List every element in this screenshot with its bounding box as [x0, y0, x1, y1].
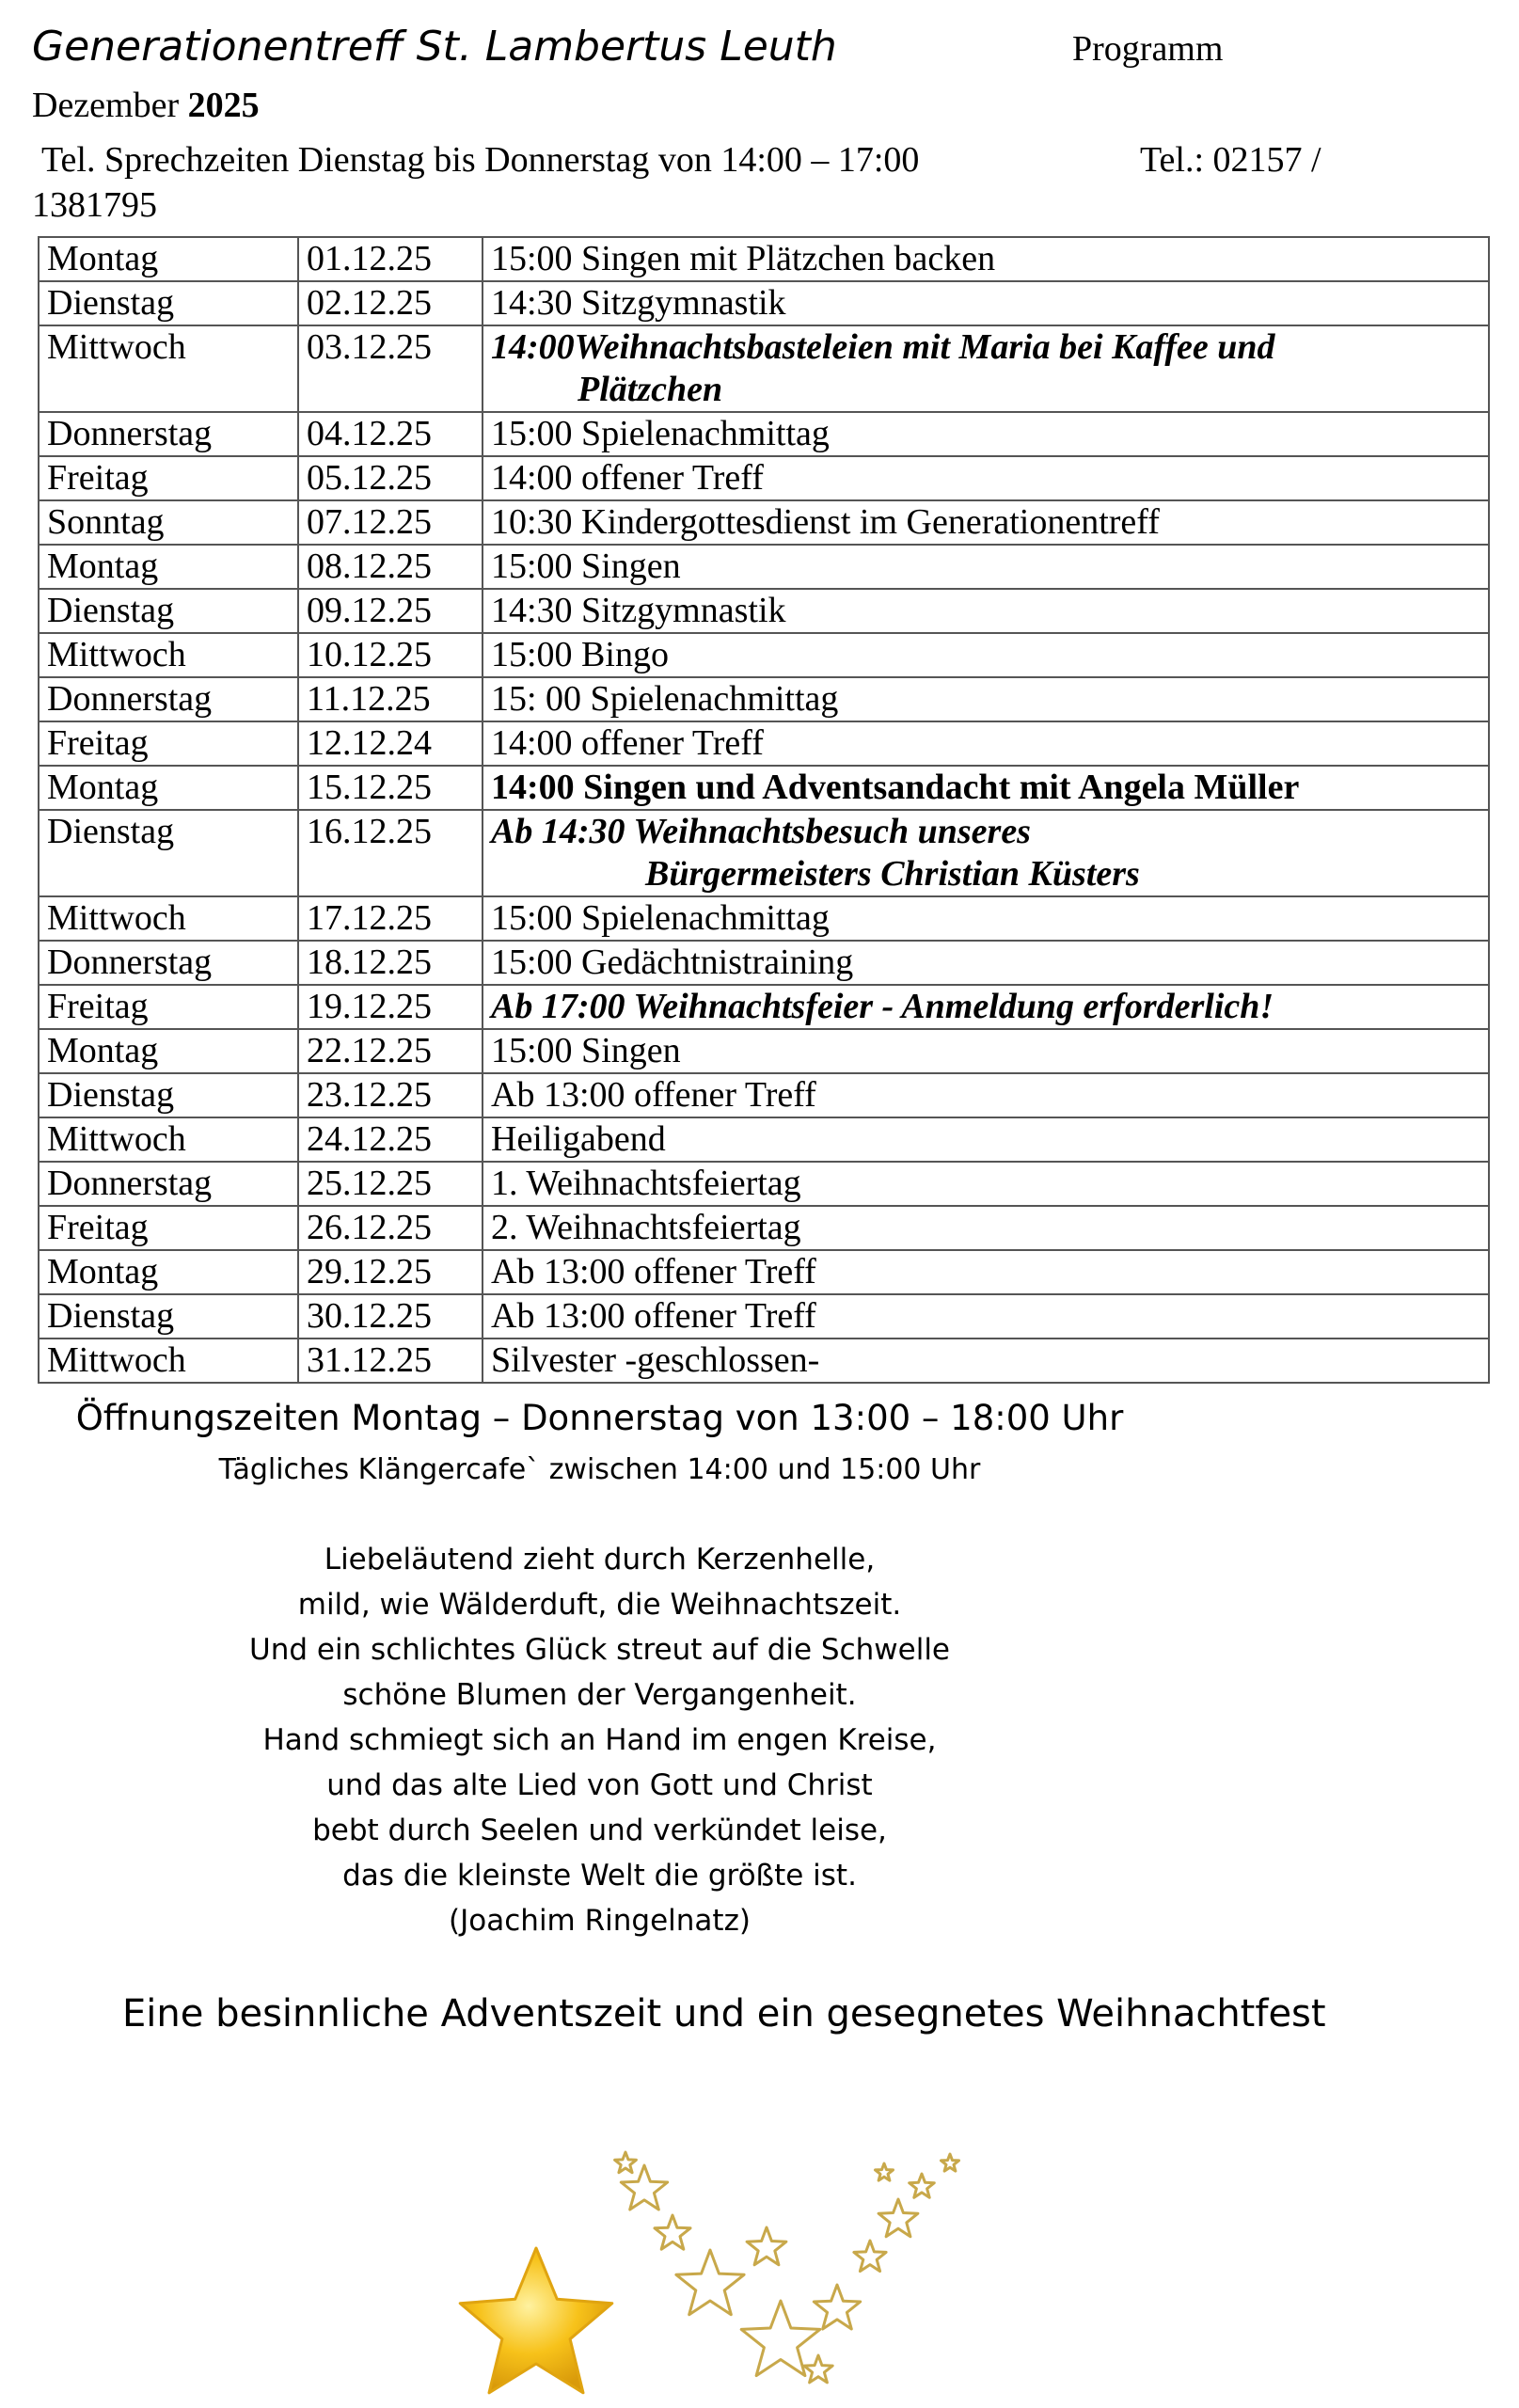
- schedule-day: Freitag: [39, 721, 298, 766]
- event-text: 14:00 Singen und Adventsandacht mit Angela Müller: [491, 768, 1300, 807]
- schedule-event: [483, 985, 1489, 1029]
- table-row: [39, 325, 1489, 412]
- table-row: [39, 721, 1489, 766]
- schedule-day: Mittwoch: [39, 1117, 298, 1162]
- schedule-day: Montag: [39, 1250, 298, 1294]
- outline-star-icon: [804, 2355, 832, 2383]
- event-text: Ab 13:00 offener Treff: [491, 1075, 816, 1115]
- outline-star-icon: [814, 2285, 860, 2329]
- schedule-date: 19.12.25: [298, 985, 483, 1029]
- schedule-event: [483, 1294, 1489, 1339]
- poem-line: das die kleinste Welt die größte ist.: [342, 1859, 857, 1893]
- schedule-day: Mittwoch: [39, 896, 298, 941]
- event-text: Ab 13:00 offener Treff: [491, 1252, 816, 1291]
- schedule-date: 18.12.25: [298, 941, 483, 985]
- event-text: 1. Weihnachtsfeiertag: [491, 1164, 801, 1203]
- event-text: Ab 13:00 offener Treff: [491, 1296, 816, 1336]
- table-row: [39, 545, 1489, 589]
- event-text: 14:00Weihnachtsbasteleien mit Maria bei Kaffee und: [491, 327, 1275, 367]
- phone-number: 1381795: [32, 185, 157, 225]
- schedule-day: Donnerstag: [39, 677, 298, 721]
- schedule-date: 10.12.25: [298, 633, 483, 677]
- event-text: 14:30 Sitzgymnastik: [491, 591, 786, 630]
- schedule-date: 31.12.25: [298, 1339, 483, 1383]
- poem-line: Und ein schlichtes Glück streut auf die Schwelle: [249, 1633, 950, 1667]
- schedule-event: [483, 325, 1489, 412]
- event-text-continued: Bürgermeisters Christian Küsters: [645, 854, 1140, 894]
- schedule-date: 22.12.25: [298, 1029, 483, 1073]
- table-row: [39, 1073, 1489, 1117]
- schedule-date: 16.12.25: [298, 810, 483, 896]
- schedule-event: [483, 1250, 1489, 1294]
- schedule-day: Montag: [39, 1029, 298, 1073]
- schedule-event: [483, 412, 1489, 456]
- poem-line: (Joachim Ringelnatz): [449, 1904, 751, 1938]
- schedule-event: [483, 1206, 1489, 1250]
- schedule-day: Sonntag: [39, 500, 298, 545]
- schedule-date: 29.12.25: [298, 1250, 483, 1294]
- poem-line: Hand schmiegt sich an Hand im engen Kreise,: [262, 1723, 937, 1757]
- outline-star-icon: [878, 2199, 918, 2237]
- schedule-day: Donnerstag: [39, 941, 298, 985]
- table-row: [39, 1162, 1489, 1206]
- schedule-event: [483, 1073, 1489, 1117]
- schedule-event: [483, 1117, 1489, 1162]
- schedule-event: [483, 896, 1489, 941]
- event-text: Silvester -geschlossen-: [491, 1340, 820, 1380]
- schedule-day: Dienstag: [39, 589, 298, 633]
- page-title: Generationentreff St. Lambertus Leuth: [32, 23, 837, 71]
- event-text-continued: Plätzchen: [578, 370, 723, 409]
- schedule-date: 11.12.25: [298, 677, 483, 721]
- schedule-day: Dienstag: [39, 1073, 298, 1117]
- schedule-day: Mittwoch: [39, 633, 298, 677]
- event-text: 10:30 Kindergottesdienst im Generationentreff: [491, 502, 1160, 542]
- table-row: [39, 896, 1489, 941]
- event-text: 15:00 Bingo: [491, 635, 669, 674]
- schedule-event: [483, 633, 1489, 677]
- poem-line: und das alte Lied von Gott und Christ: [326, 1768, 873, 1802]
- schedule-date: 09.12.25: [298, 589, 483, 633]
- event-text: Ab 14:30 Weihnachtsbesuch unseres: [491, 812, 1031, 851]
- event-text: 15:00 Singen: [491, 547, 681, 586]
- outline-star-icon: [615, 2152, 637, 2173]
- outline-star-icon: [676, 2250, 744, 2315]
- event-text: 14:00 offener Treff: [491, 723, 764, 763]
- schedule-event: [483, 766, 1489, 810]
- month-year: 2025: [187, 86, 260, 125]
- schedule-event: [483, 1029, 1489, 1073]
- table-row: [39, 677, 1489, 721]
- outline-star-icon: [655, 2215, 690, 2249]
- table-row: [39, 1117, 1489, 1162]
- table-row: [39, 589, 1489, 633]
- outline-star-icon: [747, 2227, 786, 2265]
- phone-hours: Tel. Sprechzeiten Dienstag bis Donnerstag von 14:00 – 17:00: [41, 140, 920, 180]
- schedule-day: Freitag: [39, 1206, 298, 1250]
- schedule-day: Montag: [39, 766, 298, 810]
- schedule-event: [483, 500, 1489, 545]
- schedule-date: 25.12.25: [298, 1162, 483, 1206]
- schedule-event: [483, 281, 1489, 325]
- schedule-day: Freitag: [39, 985, 298, 1029]
- schedule-day: Mittwoch: [39, 1339, 298, 1383]
- outline-star-icon: [621, 2165, 667, 2210]
- poem-line: Liebeläutend zieht durch Kerzenhelle,: [324, 1543, 876, 1576]
- table-row: [39, 810, 1489, 896]
- phone-label: Tel.: 02157 /: [1140, 140, 1321, 180]
- table-row: [39, 412, 1489, 456]
- schedule-date: 05.12.25: [298, 456, 483, 500]
- event-text: 14:30 Sitzgymnastik: [491, 283, 786, 323]
- schedule-date: 08.12.25: [298, 545, 483, 589]
- event-text: 15:00 Singen mit Plätzchen backen: [491, 239, 996, 278]
- schedule-date: 15.12.25: [298, 766, 483, 810]
- schedule-date: 30.12.25: [298, 1294, 483, 1339]
- greeting: Eine besinnliche Adventszeit und ein gesegnetes Weihnachtfest: [122, 1992, 1326, 2036]
- schedule-day: Dienstag: [39, 281, 298, 325]
- schedule-day: Freitag: [39, 456, 298, 500]
- cafe-note: Tägliches Klängercafe` zwischen 14:00 und 15:00 Uhr: [218, 1453, 981, 1486]
- outline-star-icon: [941, 2154, 959, 2171]
- event-text: Ab 17:00 Weihnachtsfeier - Anmeldung erforderlich!: [491, 987, 1274, 1026]
- event-text: 2. Weihnachtsfeiertag: [491, 1208, 801, 1247]
- schedule-event: [483, 941, 1489, 985]
- schedule-day: Donnerstag: [39, 412, 298, 456]
- stars-decoration: [442, 2145, 969, 2399]
- schedule-date: 04.12.25: [298, 412, 483, 456]
- table-row: [39, 941, 1489, 985]
- event-text: 15:00 Gedächtnistraining: [491, 943, 854, 982]
- table-row: [39, 1339, 1489, 1383]
- schedule-table: [38, 236, 1490, 1384]
- month-heading: [32, 85, 260, 126]
- schedule-event: [483, 810, 1489, 896]
- schedule-event: [483, 1339, 1489, 1383]
- schedule-day: Montag: [39, 237, 298, 281]
- table-row: [39, 766, 1489, 810]
- table-row: [39, 985, 1489, 1029]
- schedule-day: Mittwoch: [39, 325, 298, 412]
- poem-line: mild, wie Wälderduft, die Weihnachtszeit.: [297, 1588, 902, 1622]
- table-row: [39, 281, 1489, 325]
- schedule-date: 23.12.25: [298, 1073, 483, 1117]
- schedule-date: 03.12.25: [298, 325, 483, 412]
- schedule-event: [483, 589, 1489, 633]
- schedule-event: [483, 721, 1489, 766]
- schedule-date: 17.12.25: [298, 896, 483, 941]
- schedule-event: [483, 545, 1489, 589]
- poem: [0, 1537, 1359, 1943]
- schedule-date: 26.12.25: [298, 1206, 483, 1250]
- schedule-day: Dienstag: [39, 810, 298, 896]
- event-text: Heiligabend: [491, 1119, 666, 1159]
- program-label: Programm: [1072, 29, 1224, 69]
- schedule-day: Montag: [39, 545, 298, 589]
- table-row: [39, 1206, 1489, 1250]
- outline-star-icon: [854, 2241, 886, 2272]
- gold-star-icon: [460, 2248, 612, 2393]
- poem-line: schöne Blumen der Vergangenheit.: [342, 1678, 857, 1712]
- schedule-day: Dienstag: [39, 1294, 298, 1339]
- poem-line: bebt durch Seelen und verkündet leise,: [312, 1814, 887, 1847]
- schedule-date: 12.12.24: [298, 721, 483, 766]
- schedule-date: 02.12.25: [298, 281, 483, 325]
- event-text: 15:00 Spielenachmittag: [491, 898, 830, 938]
- schedule-day: Donnerstag: [39, 1162, 298, 1206]
- schedule-event: [483, 237, 1489, 281]
- schedule-date: 24.12.25: [298, 1117, 483, 1162]
- table-row: [39, 633, 1489, 677]
- table-row: [39, 456, 1489, 500]
- event-text: 15:00 Singen: [491, 1031, 681, 1070]
- opening-hours: Öffnungszeiten Montag – Donnerstag von 13:00 – 18:00 Uhr: [75, 1398, 1124, 1438]
- table-row: [39, 500, 1489, 545]
- outline-star-icon: [876, 2163, 894, 2180]
- table-row: [39, 237, 1489, 281]
- schedule-event: [483, 456, 1489, 500]
- schedule-date: 01.12.25: [298, 237, 483, 281]
- schedule-event: [483, 1162, 1489, 1206]
- event-text: 15:00 Spielenachmittag: [491, 414, 830, 453]
- schedule-event: [483, 677, 1489, 721]
- event-text: 14:00 offener Treff: [491, 458, 764, 498]
- table-row: [39, 1294, 1489, 1339]
- outline-star-icon: [910, 2174, 935, 2197]
- table-row: [39, 1029, 1489, 1073]
- month-label: Dezember: [32, 86, 180, 125]
- schedule-date: 07.12.25: [298, 500, 483, 545]
- table-row: [39, 1250, 1489, 1294]
- event-text: 15: 00 Spielenachmittag: [491, 679, 839, 719]
